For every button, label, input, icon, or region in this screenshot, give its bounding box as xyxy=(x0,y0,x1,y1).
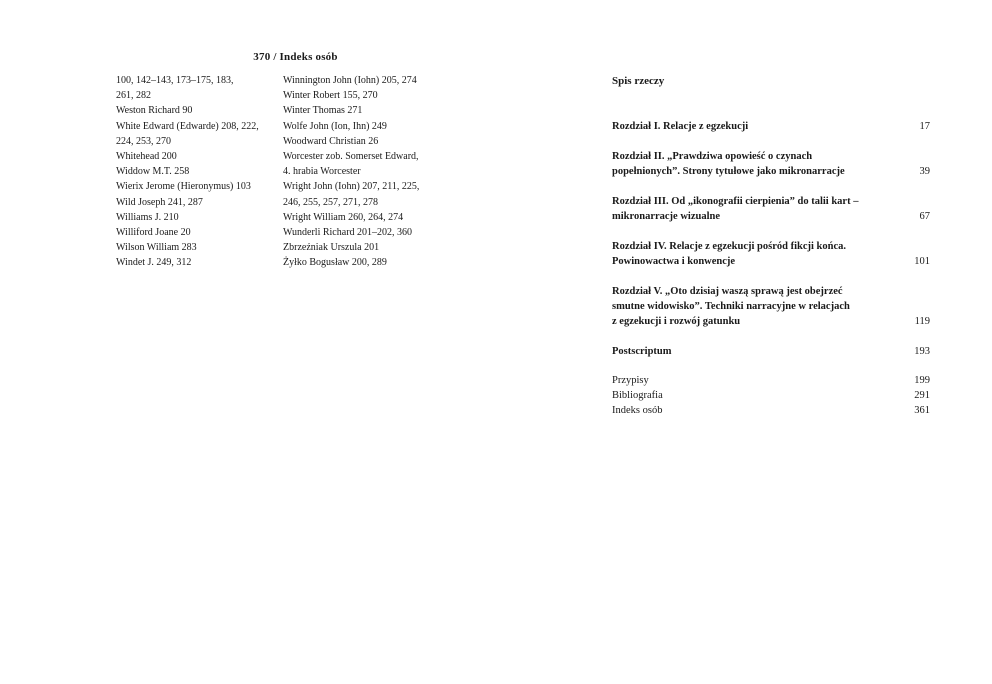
toc-entry-title-line: Rozdział V. „Oto dzisiaj waszą sprawą jest obejrzeć xyxy=(612,286,843,297)
index-line: White Edward (Edwarde) 208, 222, xyxy=(116,120,259,132)
index-line: Weston Richard 90 xyxy=(116,105,193,117)
toc-entry-bibliografia xyxy=(612,388,930,403)
toc-page-number: 361 xyxy=(914,405,930,416)
index-line: Whitehead 200 xyxy=(116,151,177,163)
toc-entry-title-line: Powinowactwa i konwencje xyxy=(612,256,736,268)
toc-page-number: 291 xyxy=(914,390,930,401)
index-line: Wolfe John (Ion, Ihn) 249 xyxy=(283,120,387,132)
index-line: Winter Thomas 271 xyxy=(283,105,363,117)
index-column-1 xyxy=(116,73,276,271)
index-line: 246, 255, 257, 271, 278 xyxy=(283,196,378,208)
toc-page-number: 39 xyxy=(919,166,930,178)
toc-entry-chapter-3 xyxy=(612,194,930,224)
toc-entry-chapter-5 xyxy=(612,284,930,330)
toc-entry-title-line: popełnionych”. Strony tytułowe jako mikronarracje xyxy=(612,166,845,178)
toc-title: Spis rzeczy xyxy=(612,75,665,87)
toc-entry-title-line: Przypisy xyxy=(612,375,649,386)
index-line: Wilson William 283 xyxy=(116,242,197,254)
toc-entry-chapter-2 xyxy=(612,149,930,179)
index-line: Widdow M.T. 258 xyxy=(116,166,190,178)
index-line: 224, 253, 270 xyxy=(116,135,171,147)
toc-page-number: 17 xyxy=(919,121,930,132)
index-line: Wright John (Iohn) 207, 211, 225, xyxy=(283,181,420,193)
toc-entry-title-line: Rozdział IV. Relacje z egzekucji pośród fikcji końca. xyxy=(612,241,846,252)
index-line: Windet J. 249, 312 xyxy=(116,257,192,269)
toc-entry-title-line: Postscriptum xyxy=(612,346,672,357)
toc-entry-title-line: Rozdział III. Od „ikonografii cierpienia” do talii kart – xyxy=(612,196,859,207)
index-line: Worcester zob. Somerset Edward, xyxy=(283,151,419,163)
toc-entry-postscriptum xyxy=(612,344,930,359)
index-line: Wunderli Richard 201–202, 360 xyxy=(283,227,413,239)
index-column-2 xyxy=(283,73,458,271)
toc-page-number: 199 xyxy=(914,375,930,386)
index-line: Winter Robert 155, 270 xyxy=(283,90,378,102)
toc-entry-title-line: mikronarracje wizualne xyxy=(612,211,720,223)
toc-page-number: 193 xyxy=(914,346,930,357)
index-line: Wierix Jerome (Hieronymus) 103 xyxy=(116,181,251,193)
index-line: 100, 142–143, 173–175, 183, xyxy=(116,75,234,86)
index-line: 4. hrabia Worcester xyxy=(283,166,361,178)
toc-entry-title-line: Rozdział I. Relacje z egzekucji xyxy=(612,121,749,132)
running-head: 370 / Indeks osób xyxy=(253,51,338,63)
index-line: Żyłko Bogusław 200, 289 xyxy=(283,257,387,269)
toc-entry-przypisy xyxy=(612,373,930,388)
index-line: Zbrzeźniak Urszula 201 xyxy=(283,242,380,254)
toc-entry-indeks-osob xyxy=(612,403,930,418)
index-line: Williams J. 210 xyxy=(116,211,179,223)
index-line: 261, 282 xyxy=(116,90,151,102)
toc-entry-title-line: Indeks osób xyxy=(612,405,663,416)
toc-page-number: 101 xyxy=(914,256,930,268)
right-page xyxy=(496,0,992,684)
index-line: Wright William 260, 264, 274 xyxy=(283,211,404,223)
index-line: Winnington John (Iohn) 205, 274 xyxy=(283,75,417,86)
index-line: Williford Joane 20 xyxy=(116,227,191,239)
toc-entry-title-line: smutne widowisko”. Techniki narracyjne w relacjach xyxy=(612,301,850,313)
toc-entry-chapter-4 xyxy=(612,239,930,269)
toc-entry-title-line: Rozdział II. „Prawdziwa opowieść o czynach xyxy=(612,151,813,162)
toc-entry-chapter-1 xyxy=(612,119,930,134)
toc-page-number: 67 xyxy=(919,211,930,223)
index-line: Woodward Christian 26 xyxy=(283,135,379,147)
toc-page-number: 119 xyxy=(914,316,930,328)
index-line: Wild Joseph 241, 287 xyxy=(116,196,203,208)
toc-entry-title-line: z egzekucji i rozwój gatunku xyxy=(612,316,741,328)
toc-entry-title-line: Bibliografia xyxy=(612,390,663,401)
